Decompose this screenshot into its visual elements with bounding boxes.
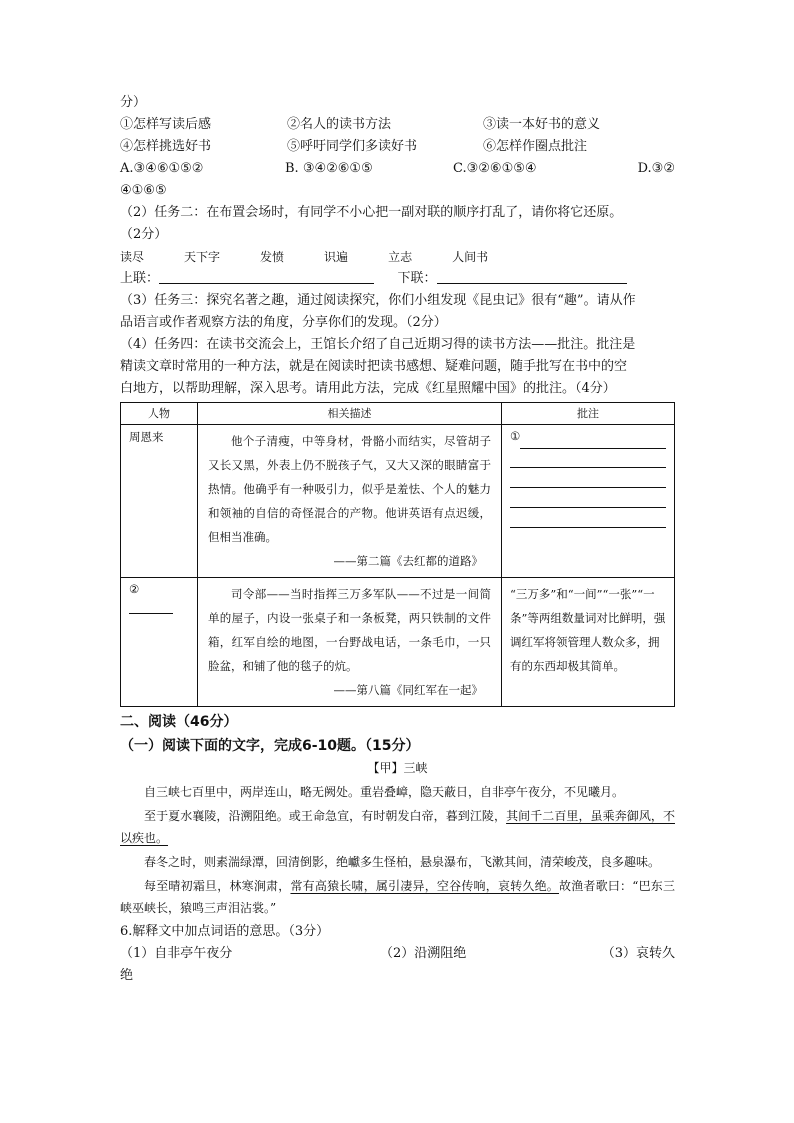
word-6: 人间书 xyxy=(452,250,489,264)
q6-item-1: （1）自非亭午夜分 xyxy=(120,946,233,961)
choice-d: D.③② xyxy=(637,161,675,176)
passage-paragraph-2 xyxy=(120,805,675,849)
task3-line-1: （3）任务三：探究名著之趣，通过阅读探究，你们小组发现《昆虫记》很有“趣”。请从作 xyxy=(120,293,636,308)
word-3: 发愤 xyxy=(260,250,285,264)
lower-couplet-blank[interactable] xyxy=(437,268,627,284)
p4-underlined: 常有高猿长啸，属引凄异，空谷传响，哀转久绝。 xyxy=(290,879,559,893)
passage-title: 【甲】三峡 xyxy=(367,761,428,775)
option-5: ⑤呼吁同学们多读好书 xyxy=(287,139,418,154)
answer-blank-line[interactable] xyxy=(510,488,666,508)
header-annotation: 批注 xyxy=(502,403,675,425)
row1-person: 周恩来 xyxy=(121,425,198,578)
q6-item-3: （3）哀转久 xyxy=(601,946,675,961)
document-page xyxy=(120,92,675,987)
table-header-row xyxy=(121,403,675,425)
answer-blank-line[interactable] xyxy=(510,508,666,528)
answer-choices xyxy=(120,158,675,180)
option-2: ②名人的读书方法 xyxy=(287,117,392,132)
option-1: ①怎样写读后感 xyxy=(120,117,212,132)
task4-line-3: 白地方，以帮助理解，深入思考。请用此方法，完成《红星照耀中国》的批注。（4分） xyxy=(120,381,616,396)
task4-line-2: 精读文章时常用的一种方法，就是在阅读时把读书感想、疑难问题，随手批写在书中的空 xyxy=(120,359,628,374)
p2-underlined: 其间千二百里，虽乘奔御风，不以疾也。 xyxy=(120,809,675,845)
row2-name-blank[interactable] xyxy=(129,598,173,614)
answer-blank-line[interactable] xyxy=(510,448,666,468)
row2-description: 司令部——当时指挥三万多军队——不过是一间简单的屋子，内设一张桌子和一条板凳，两只铁制的文件箱，红军自绘的地图，一台野战电话，一条毛巾，一只脸盆，和铺了他的毯子的炕。 xyxy=(208,587,491,673)
row1-annotation-cell[interactable] xyxy=(502,425,675,578)
choice-c: C.③②⑥①⑤④ xyxy=(453,161,537,176)
option-row-2 xyxy=(120,136,675,158)
row2-annotation-cell xyxy=(502,578,675,707)
task2-text: （2）任务二：在布置会场时，有同学不小心把一副对联的顺序打乱了，请你将它还原。 xyxy=(120,205,623,220)
p4-text-b: 故渔者歌曰：“巴东三峡巫峡长，猿鸣三声泪沾裳。” xyxy=(120,879,675,915)
choice-a: A.③④⑥①⑤② xyxy=(120,161,204,176)
couplet-words xyxy=(120,246,675,268)
upper-couplet-label: 上联： xyxy=(120,271,160,286)
choice-b: B. ③④②⑥①⑤ xyxy=(285,161,373,176)
passage-paragraph-1: 自三峡七百里中，两岸连山，略无阙处。重岩叠嶂，隐天蔽日，自非亭午夜分，不见曦月。 xyxy=(144,785,625,799)
row1-source: ——第二篇《去红都的道路》 xyxy=(333,554,483,568)
row1-note-marker: ① xyxy=(510,429,521,443)
answer-blank-line[interactable] xyxy=(520,429,666,449)
annotation-table xyxy=(120,402,675,707)
table-row xyxy=(121,578,675,707)
upper-couplet-blank[interactable] xyxy=(159,268,374,284)
lower-couplet-label: 下联： xyxy=(397,271,437,286)
header-person: 人物 xyxy=(121,403,198,425)
p2-text: 至于夏水襄陵，沿溯阻绝。或王命急宣，有时朝发白帝，暮到江陵， xyxy=(144,809,507,823)
task4-line-1: （4）任务四：在读书交流会上，王馆长介绍了自己近期习得的读书方法——批注。批注是 xyxy=(120,337,636,352)
word-4: 识遍 xyxy=(324,250,349,264)
top-fragment: 分） xyxy=(120,95,147,110)
task4 xyxy=(120,334,675,400)
row2-description-cell xyxy=(198,578,502,707)
word-2: 天下字 xyxy=(184,250,221,264)
q6-item-3-wrap: 绝 xyxy=(120,968,134,983)
p4-text-a: 每至晴初霜旦，林寒涧肃， xyxy=(144,879,291,893)
question-6-stem: 6.解释文中加点词语的意思。（3分） xyxy=(120,924,330,939)
word-5: 立志 xyxy=(388,250,413,264)
subsection-heading: （一）阅读下面的文字，完成6-10题。（15分） xyxy=(120,738,420,754)
row2-annotation: “三万多”和“一间”“一张”“一条”等两组数量词对比鲜明，强调红军将领管理人数众多，拥有的东西却极其简单。 xyxy=(510,587,666,673)
choice-d-wrap: ④①⑥⑤ xyxy=(120,183,167,198)
q6-item-2: （2）沿溯阻绝 xyxy=(380,946,467,961)
task3-line-2: 品语言或作者观察方法的角度，分享你们的发现。（2分） xyxy=(120,315,447,330)
option-6: ⑥怎样作圈点批注 xyxy=(483,139,588,154)
header-description: 相关描述 xyxy=(198,403,502,425)
row1-description: 他个子清瘦，中等身材，骨骼小而结实，尽管胡子又长又黑，外表上仍不脱孩子气，又大又深的眼睛富于热情。他确乎有一种吸引力，似乎是羞怯、个人的魅力和领袖的自信的奇怪混合的产物。他讲英语有点迟缓，但相当准确。 xyxy=(208,434,491,544)
task2-score: （2分） xyxy=(120,227,168,242)
section-heading: 二、阅读（46分） xyxy=(120,714,238,730)
row2-person-cell[interactable] xyxy=(121,578,198,707)
word-1: 读尽 xyxy=(120,250,145,264)
answer-blank-line[interactable] xyxy=(510,468,666,488)
question-6-items xyxy=(120,943,675,965)
option-4: ④怎样挑选好书 xyxy=(120,139,212,154)
passage-paragraph-4 xyxy=(120,875,675,919)
option-3: ③读一本好书的意义 xyxy=(483,117,601,132)
option-row-1 xyxy=(120,114,675,136)
passage-paragraph-3: 春冬之时，则素湍绿潭，回清倒影，绝巘多生怪柏，悬泉瀑布，飞漱其间，清荣峻茂，良多趣味。 xyxy=(144,855,661,869)
row2-name-marker: ② xyxy=(129,582,140,596)
task3 xyxy=(120,290,675,334)
row1-description-cell xyxy=(198,425,502,578)
couplet-answer xyxy=(120,268,675,290)
table-row xyxy=(121,425,675,578)
row2-source: ——第八篇《同红军在一起》 xyxy=(333,683,483,697)
